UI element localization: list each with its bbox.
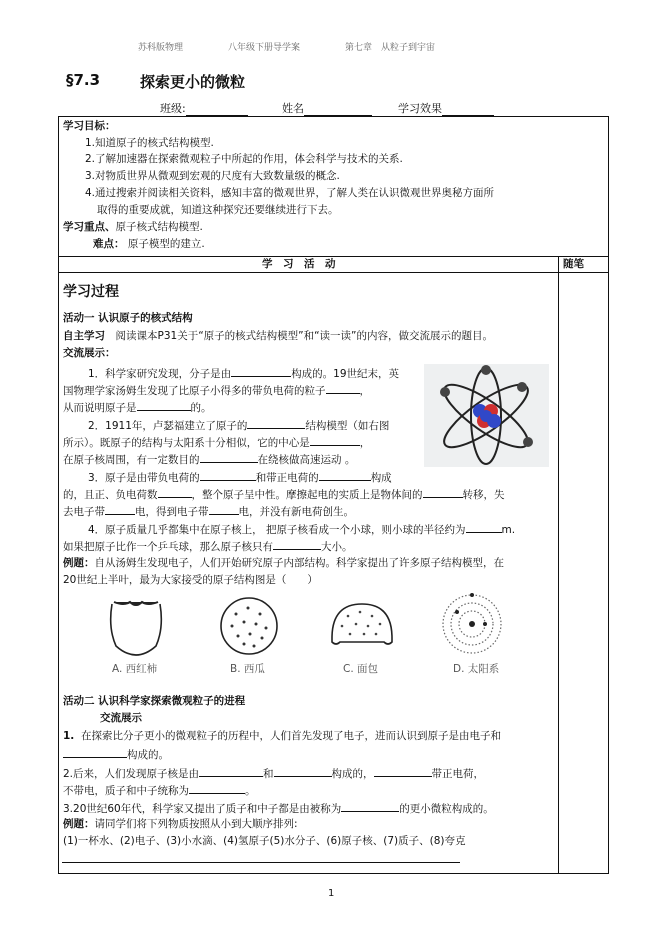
info-class [160,100,248,116]
p1-line1: 1．科学家研究发现，分子是由 构成的。19世纪末，英 [88,368,400,380]
notes-header: 随笔 [563,258,584,270]
key-label: 学习重点、 [63,221,116,233]
blank[interactable] [341,801,399,812]
option-d[interactable]: D. 太阳系 [453,663,500,675]
blank[interactable] [374,766,432,777]
self-study-text: 阅读课本P31关于“原子的核式结构模型”和“读一读”的内容，做交流展示的题目。 [115,330,493,342]
goal-4-cont: 取得的重要成就，知道这种探究还要继续进行下去。 [97,204,339,216]
q1-line1: 1. 在探索比分子更小的微观粒子的历程中，人们首先发现了电子，进而认识到原子是由电子和 [63,730,501,742]
key-point [63,221,203,234]
result-blank[interactable] [442,104,494,116]
key-text: 原子核式结构模型. [115,221,203,233]
goal-1: 1.知道原子的核式结构模型. [85,137,214,149]
atom-model-figure [424,364,549,467]
blank[interactable] [189,783,245,794]
bread-model-icon [328,598,396,654]
goals-heading: 学习目标： [63,120,116,132]
goal-2: 2.了解加速器在探索微观粒子中所起的作用，体会科学与技术的关系. [85,153,403,165]
goals-bottom-rule [58,256,609,257]
frame-top [58,116,609,117]
q3-line: 3.20世纪60年代，科学家又提出了质子和中子都是由被称为 的更小微粒构成的。 [63,803,494,815]
blank[interactable] [423,487,463,498]
option-a[interactable]: A. 西红柿 [112,663,158,675]
atom-icon [424,364,549,467]
blank[interactable] [273,539,321,550]
p3-line3: 去电子带 电，得到电子带 电，并没有新电荷创生。 [63,506,354,518]
example-2-label: 例题： [63,818,95,830]
blank[interactable] [137,400,191,411]
name-blank[interactable] [304,104,372,116]
exchange-label: 交流展示： [63,347,116,359]
p2-line3: 在原子核周围，有一定数目的 在绕核做高速运动 。 [63,454,356,466]
blank[interactable] [231,366,291,377]
frame-left [58,116,59,873]
example-2-items: (1)一杯水、(2)电子、(3)小水滴、(4)氢原子(5)水分子、(6)原子核、(7)质子、(8)夸克 [63,835,466,847]
p4-line1: 4．原子质量几乎都集中在原子核上， 把原子核看成一个小球，则小球的半径约为 m. [88,524,516,536]
example-label: 例题： [63,557,95,569]
option-b[interactable]: B. 西瓜 [230,663,265,675]
frame-right [608,116,609,873]
activity-header-rule [58,272,609,273]
blank[interactable] [105,504,135,515]
blank[interactable] [200,470,256,481]
p4-line2: 如果把原子比作一个乒乓球，那么原子核只有 大小。 [63,541,353,553]
solar-system-model-icon [440,592,504,656]
difficulty-text: 原子模型的建立. [127,238,205,250]
name-label: 姓名 [282,102,304,115]
frame-bottom [58,873,609,874]
page-number: 1 [328,888,335,899]
activity-2-exchange: 交流展示 [100,712,142,724]
blank[interactable] [319,470,371,481]
self-study-label: 自主学习 [63,330,105,342]
q2-line1: 2.后来，人们发现原子核是由 和 构成的， 带正电荷， [63,768,485,780]
tomato-model-icon [106,598,168,664]
blank[interactable] [326,383,360,394]
activity-header-center: 学 习 活 动 [262,258,336,270]
goal-3: 3.对物质世界从微观到宏观的尺度有大致数量级的概念. [85,170,340,182]
blank[interactable] [274,766,332,777]
watermelon-model-icon [218,594,280,658]
p1-line2: 国物理学家汤姆生发现了比原子小得多的带负电荷的粒子 ， [63,385,370,397]
blank[interactable] [310,435,360,446]
p2-line2: 所示）。既原子的结构与太阳系十分相似，它的中心是 ， [63,437,371,449]
answer-line[interactable] [62,862,460,863]
p2-line1: 2．1911年，卢瑟福建立了原子的 结构模型（如右图 [88,420,390,432]
difficulty [93,238,205,251]
blank[interactable] [199,766,263,777]
notes-divider [558,256,559,873]
p3-line2: 的，且正、负电荷数 ，整个原子呈中性。摩擦起电的实质上是物体间的 转移，失 [63,489,505,501]
header-publisher: 苏科版物理 [138,43,184,53]
self-study [63,330,493,343]
blank[interactable] [158,487,192,498]
example-line1: 例题：自从汤姆生发现电子，人们开始研究原子内部结构。科学家提出了许多原子结构模型，在 [63,557,504,569]
p1-line3: 从而说明原子是 的。 [63,402,212,414]
example-line2: 20世纪上半叶，最为大家接受的原子结构图是（ ） [63,574,318,586]
page-title: 探索更小的微粒 [140,73,246,91]
class-blank[interactable] [186,104,248,116]
difficulty-label: 难点： [93,238,125,250]
process-heading: 学习过程 [63,284,119,300]
class-label: 班级: [160,102,186,115]
info-result [398,100,494,116]
option-c[interactable]: C. 面包 [343,663,379,675]
q2-line2: 不带电，质子和中子统称为 。 [63,785,256,797]
example-2-line1: 例题：请同学们将下列物质按照从小到大顺序排列: [63,818,298,830]
result-label: 学习效果 [398,102,442,115]
goal-4: 4.通过搜索并阅读相关资料，感知丰富的微观世界，了解人类在认识微观世界奥秘方面所 [85,187,495,199]
header-chapter: 第七章 从粒子到宇宙 [345,43,436,53]
blank[interactable] [200,452,258,463]
section-number: §7.3 [66,71,101,89]
blank[interactable] [247,418,305,429]
blank[interactable] [209,504,239,515]
activity-1-title: 活动一 认识原子的核式结构 [63,312,193,324]
activity-2-title: 活动二 认识科学家探索微观粒子的进程 [63,695,246,707]
q1-line2: 构成的。 [63,747,169,762]
blank[interactable] [63,747,127,758]
header-grade: 八年级下册导学案 [228,43,301,53]
p3-line1: 3．原子是由带负电荷的 和带正电荷的 构成 [88,472,392,484]
blank[interactable] [466,522,502,533]
info-name [282,100,372,116]
